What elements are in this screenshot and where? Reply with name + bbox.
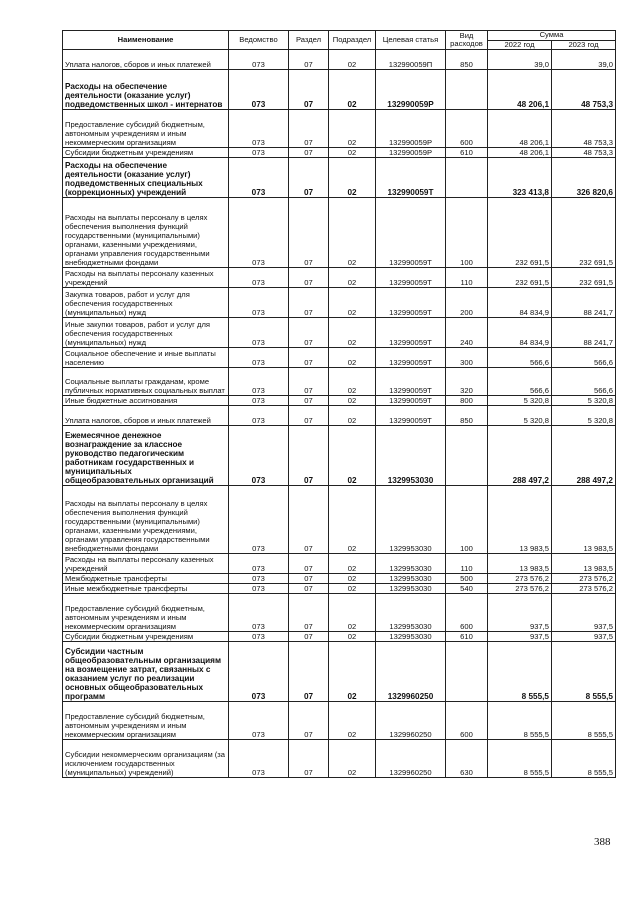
table-row	[63, 368, 616, 396]
cell-cs: 132990059Т	[376, 348, 446, 368]
cell-vedom: 073	[229, 198, 289, 268]
cell-s2: 232 691,5	[552, 198, 616, 268]
page-number: 388	[594, 836, 611, 848]
cell-s1: 232 691,5	[488, 268, 552, 288]
cell-podr: 02	[329, 406, 376, 426]
table-row	[63, 70, 616, 110]
table-row	[63, 594, 616, 632]
cell-cs: 1329953030	[376, 632, 446, 642]
cell-vedom: 073	[229, 110, 289, 148]
cell-name: Субсидии частным общеобразовательным организациям на возмещение затрат, связанных с оказанием услуг по реализации основных общеобразовательных программ	[63, 642, 229, 702]
cell-vr: 800	[446, 396, 488, 406]
cell-cs: 132990059Т	[376, 396, 446, 406]
cell-cs: 1329960250	[376, 642, 446, 702]
cell-s1: 288 497,2	[488, 426, 552, 486]
cell-podr: 02	[329, 574, 376, 584]
cell-razdel: 07	[289, 642, 329, 702]
cell-name: Иные закупки товаров, работ и услуг для обеспечения государственных (муниципальных) нужд	[63, 318, 229, 348]
cell-razdel: 07	[289, 574, 329, 584]
table-row	[63, 702, 616, 740]
cell-vedom: 073	[229, 368, 289, 396]
cell-s1: 232 691,5	[488, 198, 552, 268]
cell-vedom: 073	[229, 268, 289, 288]
cell-s1: 48 206,1	[488, 110, 552, 148]
cell-s1: 13 983,5	[488, 486, 552, 554]
cell-razdel: 07	[289, 348, 329, 368]
cell-cs: 132990059П	[376, 50, 446, 70]
cell-s1: 273 576,2	[488, 574, 552, 584]
cell-vedom: 073	[229, 642, 289, 702]
cell-vr: 110	[446, 554, 488, 574]
cell-podr: 02	[329, 702, 376, 740]
header-subsection: Подраздел	[329, 31, 376, 50]
header-department: Ведомство	[229, 31, 289, 50]
cell-razdel: 07	[289, 702, 329, 740]
table-row	[63, 110, 616, 148]
cell-s2: 39,0	[552, 50, 616, 70]
cell-s1: 566,6	[488, 348, 552, 368]
cell-vr: 500	[446, 574, 488, 584]
cell-cs: 132990059Р	[376, 70, 446, 110]
cell-razdel: 07	[289, 368, 329, 396]
cell-s1: 5 320,8	[488, 406, 552, 426]
cell-name: Субсидии бюджетным учреждениям	[63, 148, 229, 158]
cell-s2: 88 241,7	[552, 288, 616, 318]
cell-cs: 1329960250	[376, 740, 446, 778]
cell-cs: 132990059Т	[376, 368, 446, 396]
cell-s2: 48 753,3	[552, 70, 616, 110]
cell-name: Иные бюджетные ассигнования	[63, 396, 229, 406]
cell-podr: 02	[329, 148, 376, 158]
cell-cs: 1329953030	[376, 426, 446, 486]
cell-s1: 8 555,5	[488, 740, 552, 778]
cell-s1: 13 983,5	[488, 554, 552, 574]
cell-cs: 1329960250	[376, 702, 446, 740]
cell-s2: 5 320,8	[552, 406, 616, 426]
cell-name: Социальные выплаты гражданам, кроме публичных нормативных социальных выплат	[63, 368, 229, 396]
cell-vr	[446, 642, 488, 702]
table-row	[63, 268, 616, 288]
table-body	[63, 50, 616, 778]
cell-vedom: 073	[229, 348, 289, 368]
cell-razdel: 07	[289, 396, 329, 406]
table-row	[63, 740, 616, 778]
cell-podr: 02	[329, 198, 376, 268]
table-row	[63, 554, 616, 574]
cell-cs: 1329953030	[376, 486, 446, 554]
cell-s1: 48 206,1	[488, 148, 552, 158]
cell-s2: 566,6	[552, 348, 616, 368]
cell-s2: 937,5	[552, 594, 616, 632]
cell-razdel: 07	[289, 406, 329, 426]
cell-name: Межбюджетные трансферты	[63, 574, 229, 584]
cell-razdel: 07	[289, 740, 329, 778]
table-row	[63, 348, 616, 368]
cell-cs: 132990059Р	[376, 110, 446, 148]
cell-vedom: 073	[229, 740, 289, 778]
cell-s2: 5 320,8	[552, 396, 616, 406]
cell-s1: 323 413,8	[488, 158, 552, 198]
cell-cs: 1329953030	[376, 594, 446, 632]
cell-podr: 02	[329, 348, 376, 368]
budget-table	[62, 30, 616, 778]
cell-podr: 02	[329, 268, 376, 288]
cell-s2: 48 753,3	[552, 110, 616, 148]
table-row	[63, 50, 616, 70]
cell-vr: 300	[446, 348, 488, 368]
table-header	[63, 31, 616, 50]
cell-razdel: 07	[289, 50, 329, 70]
cell-name: Расходы на обеспечение деятельности (оказание услуг) подведомственных школ - интернатов	[63, 70, 229, 110]
table-row	[63, 158, 616, 198]
cell-razdel: 07	[289, 554, 329, 574]
cell-s1: 937,5	[488, 594, 552, 632]
cell-s2: 8 555,5	[552, 740, 616, 778]
cell-podr: 02	[329, 318, 376, 348]
cell-vedom: 073	[229, 406, 289, 426]
header-sum: Сумма	[488, 31, 616, 41]
cell-vr: 610	[446, 148, 488, 158]
cell-razdel: 07	[289, 288, 329, 318]
cell-cs: 132990059Т	[376, 198, 446, 268]
cell-s2: 288 497,2	[552, 426, 616, 486]
cell-name: Предоставление субсидий бюджетным, автономным учреждениям и иным некоммерческим организациям	[63, 594, 229, 632]
cell-s2: 8 555,5	[552, 642, 616, 702]
cell-podr: 02	[329, 642, 376, 702]
table-row	[63, 288, 616, 318]
cell-razdel: 07	[289, 584, 329, 594]
cell-vr: 610	[446, 632, 488, 642]
cell-podr: 02	[329, 594, 376, 632]
cell-razdel: 07	[289, 594, 329, 632]
cell-cs: 132990059Р	[376, 148, 446, 158]
cell-podr: 02	[329, 396, 376, 406]
header-year-2023: 2023 год	[552, 40, 616, 50]
cell-name: Закупка товаров, работ и услуг для обеспечения государственных (муниципальных) нужд	[63, 288, 229, 318]
cell-s1: 39,0	[488, 50, 552, 70]
cell-s1: 84 834,9	[488, 288, 552, 318]
table-row	[63, 198, 616, 268]
cell-s2: 232 691,5	[552, 268, 616, 288]
cell-vr: 110	[446, 268, 488, 288]
table-row	[63, 426, 616, 486]
cell-vedom: 073	[229, 584, 289, 594]
cell-vr: 540	[446, 584, 488, 594]
cell-vedom: 073	[229, 486, 289, 554]
cell-razdel: 07	[289, 70, 329, 110]
cell-vr: 320	[446, 368, 488, 396]
cell-razdel: 07	[289, 318, 329, 348]
cell-name: Расходы на обеспечение деятельности (оказание услуг) подведомственных специальных (коррекционных) учреждений	[63, 158, 229, 198]
cell-razdel: 07	[289, 110, 329, 148]
cell-vr: 240	[446, 318, 488, 348]
cell-podr: 02	[329, 740, 376, 778]
table-row	[63, 396, 616, 406]
cell-vedom: 073	[229, 574, 289, 584]
cell-vr: 600	[446, 702, 488, 740]
cell-s1: 273 576,2	[488, 584, 552, 594]
header-name: Наименование	[63, 31, 229, 50]
cell-vedom: 073	[229, 702, 289, 740]
cell-name: Расходы на выплаты персоналу в целях обеспечения выполнения функций государственными (муниципальными) органами, казенными учреждениями, органами управления государственными внебюджетными фондами	[63, 486, 229, 554]
cell-s2: 937,5	[552, 632, 616, 642]
cell-cs: 132990059Т	[376, 406, 446, 426]
cell-s1: 937,5	[488, 632, 552, 642]
cell-cs: 132990059Т	[376, 288, 446, 318]
cell-vr: 850	[446, 50, 488, 70]
cell-name: Субсидии бюджетным учреждениям	[63, 632, 229, 642]
cell-razdel: 07	[289, 268, 329, 288]
cell-name: Субсидии некоммерческим организациям (за исключением государственных (муниципальных) учреждений)	[63, 740, 229, 778]
cell-podr: 02	[329, 110, 376, 148]
cell-vr: 630	[446, 740, 488, 778]
cell-razdel: 07	[289, 198, 329, 268]
cell-razdel: 07	[289, 486, 329, 554]
cell-s1: 84 834,9	[488, 318, 552, 348]
cell-name: Расходы на выплаты персоналу казенных учреждений	[63, 554, 229, 574]
cell-vedom: 073	[229, 632, 289, 642]
cell-podr: 02	[329, 288, 376, 318]
cell-podr: 02	[329, 70, 376, 110]
cell-podr: 02	[329, 554, 376, 574]
header-expense-type: Вид расходов	[446, 31, 488, 50]
cell-vedom: 073	[229, 426, 289, 486]
cell-s2: 273 576,2	[552, 584, 616, 594]
cell-s2: 13 983,5	[552, 554, 616, 574]
cell-vedom: 073	[229, 70, 289, 110]
cell-vedom: 073	[229, 50, 289, 70]
cell-vr: 600	[446, 110, 488, 148]
cell-vedom: 073	[229, 594, 289, 632]
table-row	[63, 406, 616, 426]
cell-name: Предоставление субсидий бюджетным, автономным учреждениям и иным некоммерческим организациям	[63, 110, 229, 148]
cell-podr: 02	[329, 158, 376, 198]
cell-vedom: 073	[229, 148, 289, 158]
cell-podr: 02	[329, 368, 376, 396]
cell-cs: 132990059Т	[376, 268, 446, 288]
cell-vr: 600	[446, 594, 488, 632]
cell-s2: 566,6	[552, 368, 616, 396]
cell-name: Расходы на выплаты персоналу в целях обеспечения выполнения функций государственными (муниципальными) органами, казенными учреждениями, органами управления государственными внебюджетными фондами	[63, 198, 229, 268]
cell-cs: 1329953030	[376, 574, 446, 584]
cell-s1: 566,6	[488, 368, 552, 396]
cell-s1: 8 555,5	[488, 702, 552, 740]
cell-vr: 200	[446, 288, 488, 318]
cell-podr: 02	[329, 426, 376, 486]
cell-s2: 88 241,7	[552, 318, 616, 348]
cell-s1: 8 555,5	[488, 642, 552, 702]
cell-s2: 48 753,3	[552, 148, 616, 158]
cell-vr: 100	[446, 198, 488, 268]
cell-razdel: 07	[289, 632, 329, 642]
cell-podr: 02	[329, 50, 376, 70]
cell-s1: 48 206,1	[488, 70, 552, 110]
header-year-2022: 2022 год	[488, 40, 552, 50]
cell-cs: 1329953030	[376, 554, 446, 574]
cell-cs: 1329953030	[376, 584, 446, 594]
cell-vedom: 073	[229, 288, 289, 318]
cell-razdel: 07	[289, 426, 329, 486]
cell-vr	[446, 426, 488, 486]
cell-name: Уплата налогов, сборов и иных платежей	[63, 406, 229, 426]
cell-vedom: 073	[229, 158, 289, 198]
cell-name: Уплата налогов, сборов и иных платежей	[63, 50, 229, 70]
cell-podr: 02	[329, 632, 376, 642]
cell-s1: 5 320,8	[488, 396, 552, 406]
cell-razdel: 07	[289, 158, 329, 198]
table-row	[63, 642, 616, 702]
cell-name: Предоставление субсидий бюджетным, автономным учреждениям и иным некоммерческим организациям	[63, 702, 229, 740]
cell-podr: 02	[329, 584, 376, 594]
cell-vr	[446, 70, 488, 110]
cell-s2: 8 555,5	[552, 702, 616, 740]
cell-cs: 132990059Т	[376, 318, 446, 348]
cell-s2: 326 820,6	[552, 158, 616, 198]
cell-name: Ежемесячное денежное вознаграждение за классное руководство педагогическим работникам государственных и муниципальных общеобразовательных организаций	[63, 426, 229, 486]
cell-s2: 13 983,5	[552, 486, 616, 554]
cell-name: Иные межбюджетные трансферты	[63, 584, 229, 594]
header-target-article: Целевая статья	[376, 31, 446, 50]
cell-name: Социальное обеспечение и иные выплаты населению	[63, 348, 229, 368]
cell-vr	[446, 158, 488, 198]
cell-cs: 132990059Т	[376, 158, 446, 198]
table-row	[63, 632, 616, 642]
table-row	[63, 574, 616, 584]
table-row	[63, 584, 616, 594]
cell-vedom: 073	[229, 318, 289, 348]
cell-s2: 273 576,2	[552, 574, 616, 584]
table-row	[63, 486, 616, 554]
cell-vr: 100	[446, 486, 488, 554]
cell-podr: 02	[329, 486, 376, 554]
cell-vedom: 073	[229, 396, 289, 406]
cell-razdel: 07	[289, 148, 329, 158]
cell-name: Расходы на выплаты персоналу казенных учреждений	[63, 268, 229, 288]
table-row	[63, 148, 616, 158]
table-row	[63, 318, 616, 348]
header-section: Раздел	[289, 31, 329, 50]
cell-vr: 850	[446, 406, 488, 426]
cell-vedom: 073	[229, 554, 289, 574]
